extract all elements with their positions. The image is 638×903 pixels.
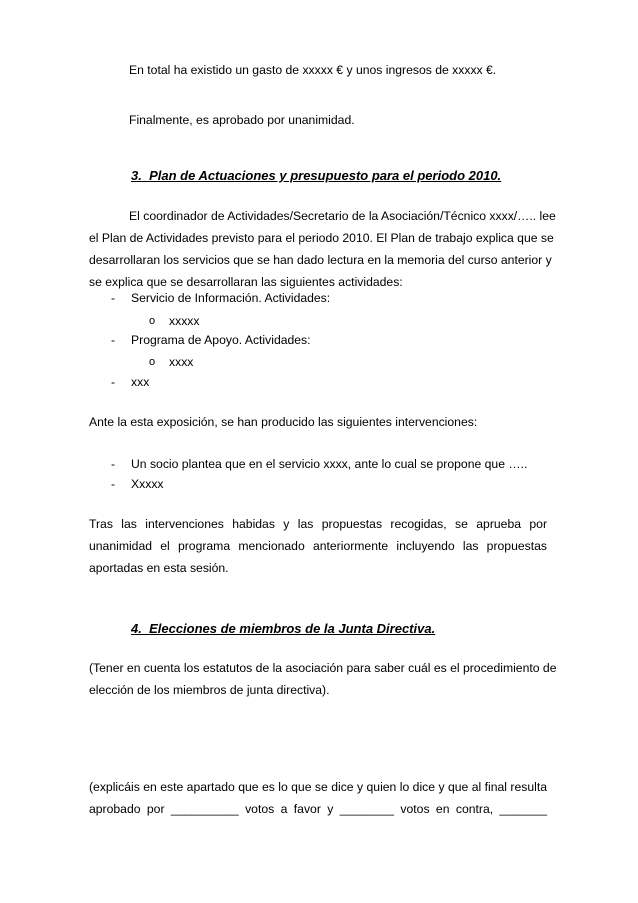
section-3-number: 3. [131,168,142,183]
paragraph-line: Tras las intervenciones habidas y las propuestas recogidas, se aprueba por [89,517,547,531]
list-item: Programa de Apoyo. Actividades: [131,333,311,347]
section-4-title: Elecciones de miembros de la Junta Directiva. [149,621,436,636]
paragraph-line: se explica que se desarrollaran las siguientes actividades: [89,275,403,289]
list-item: xxx [131,375,150,389]
paragraph-aprobado: Finalmente, es aprobado por unanimidad. [129,113,355,127]
paragraph-line: aportadas en esta sesión. [89,561,229,575]
paragraph-gasto: En total ha existido un gasto de xxxxx € y unos ingresos de xxxxx €. [129,63,497,77]
list-item: xxxxx [169,314,200,328]
paragraph-line: elección de los miembros de junta directiva). [89,683,330,697]
list-item: Xxxxx [131,477,164,491]
paragraph-line: (Tener en cuenta los estatutos de la asociación para saber cuál es el procedimiento de [89,661,557,675]
paragraph-line: el Plan de Actividades previsto para el periodo 2010. El Plan de trabajo explica que se [89,231,554,245]
paragraph-line: aprobado por __________ votos a favor y ________ votos en contra, _______ [89,802,547,816]
paragraph-ante: Ante la esta exposición, se han producido las siguientes intervenciones: [89,415,478,429]
list-marker: o [149,356,156,368]
paragraph-tener [89,660,557,698]
section-3-heading [131,168,501,184]
paragraph-line: El coordinador de Actividades/Secretario de la Asociación/Técnico xxxx/….. lee [129,209,556,223]
section-3-title: Plan de Actuaciones y presupuesto para el periodo 2010. [149,168,502,183]
list-marker: o [149,315,156,327]
paragraph-coordinador [89,208,556,290]
list-marker: - [111,375,116,389]
paragraph-line: unanimidad el programa mencionado anteriormente incluyendo las propuestas [89,539,547,553]
list-item: xxxx [169,355,194,369]
list-marker: - [111,291,116,305]
paragraph-explicais [89,779,547,817]
list-item: Un socio plantea que en el servicio xxxx, ante lo cual se propone que ….. [131,457,528,471]
paragraph-line: (explicáis en este apartado que es lo que se dice y quien lo dice y que al final resulta [89,780,547,794]
list-item: Servicio de Información. Actividades: [131,291,331,305]
paragraph-line: desarrollaran los servicios que se han dado lectura en la memoria del curso anterior y [89,253,552,267]
list-marker: - [111,457,116,471]
list-marker: - [111,477,116,491]
section-4-number: 4. [131,621,142,636]
list-marker: - [111,333,116,347]
paragraph-tras [89,516,547,576]
section-4-heading [131,621,435,637]
